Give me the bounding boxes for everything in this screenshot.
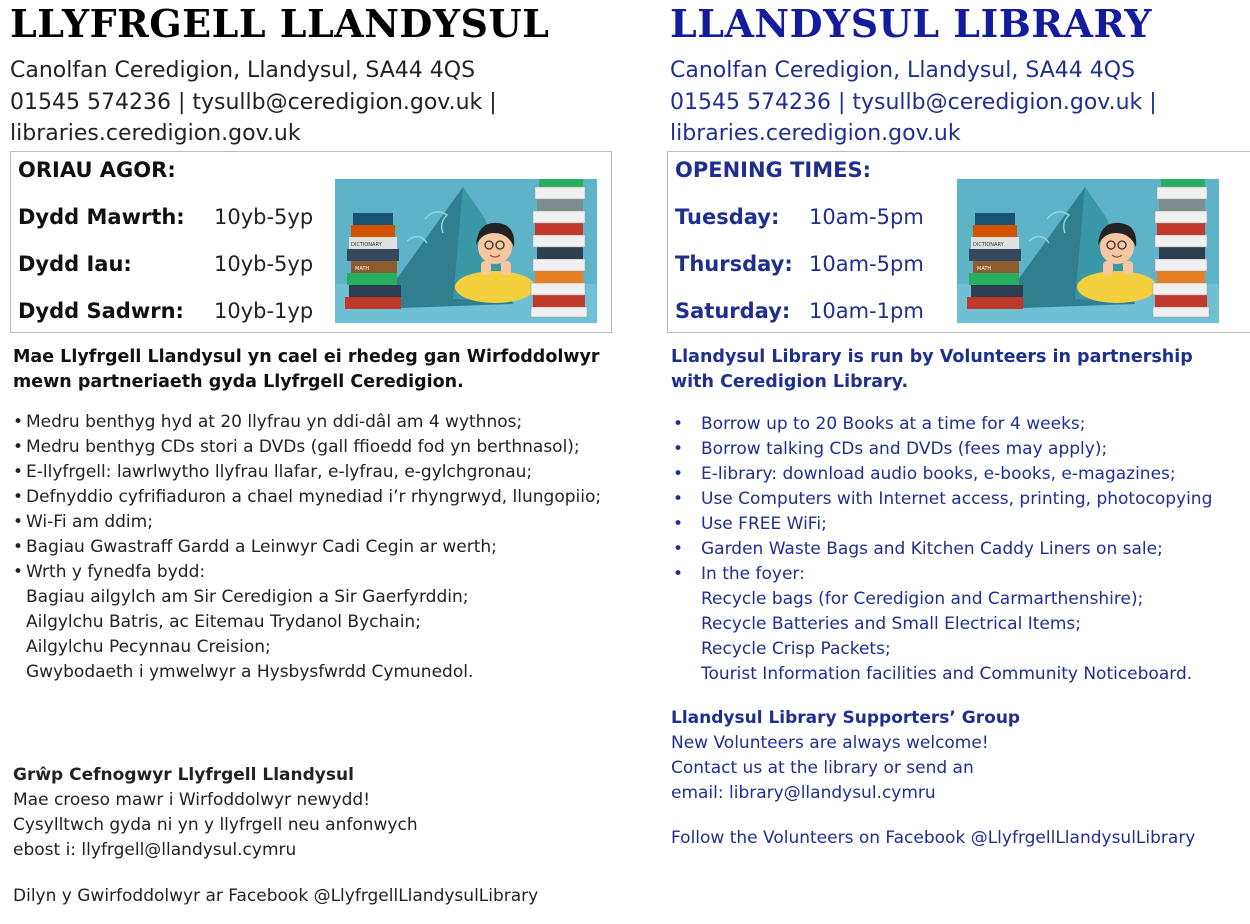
welsh-title: LLYFRGELL LLANDYSUL — [10, 1, 550, 46]
day-label: Dydd Iau: — [18, 252, 132, 276]
day-label: Dydd Mawrth: — [18, 205, 185, 229]
english-facebook-note: Follow the Volunteers on Facebook @LlyfrgellLlandysulLibrary — [671, 828, 1196, 848]
foyer-item: Bagiau ailgylch am Sir Ceredigion a Sir Gaerfyrddin; — [26, 587, 469, 607]
english-address: Canolfan Ceredigion, Llandysul, SA44 4QS — [670, 58, 1136, 83]
list-item: • Garden Waste Bags and Kitchen Caddy Liners on sale; — [671, 537, 1250, 562]
bullet-icon: • — [13, 412, 24, 432]
bullet-icon: • — [673, 414, 684, 434]
group-line: Mae croeso mawr i Wirfoddolwyr newydd! — [13, 790, 371, 810]
list-item: • Use FREE WiFi; — [671, 512, 1250, 537]
list-item: • Medru benthyg hyd at 20 llyfrau yn ddi-dâl am 4 wythnos; — [13, 410, 633, 435]
list-item: • Borrow talking CDs and DVDs (fees may apply); — [671, 437, 1250, 462]
welsh-services-list — [13, 410, 633, 685]
day-label: Saturday: — [675, 299, 791, 323]
bullet-icon: • — [673, 514, 684, 534]
reading-illustration — [335, 179, 597, 323]
day-label: Tuesday: — [675, 205, 780, 229]
bullet-icon: • — [13, 487, 24, 507]
foyer-item: Recycle Batteries and Small Electrical Items; — [701, 614, 1081, 634]
bullet-icon: • — [673, 464, 684, 484]
bullet-icon: • — [673, 539, 684, 559]
english-address-block — [670, 55, 1250, 150]
welsh-column — [10, 0, 650, 906]
welsh-hours-row — [18, 252, 313, 276]
welsh-address: Canolfan Ceredigion, Llandysul, SA44 4QS — [10, 58, 476, 83]
group-line: Cysylltwch gyda ni yn y llyfrgell neu anfonwych — [13, 815, 418, 835]
foyer-item: Recycle bags (for Ceredigion and Carmarthenshire); — [701, 589, 1144, 609]
welsh-hours-title: ORIAU AGOR: — [18, 158, 176, 182]
welsh-group-heading: Grŵp Cefnogwyr Llyfrgell Llandysul — [13, 765, 354, 785]
foyer-item: Ailgylchu Batris, ac Eitemau Trydanol Bychain; — [26, 612, 421, 632]
english-hours-box — [667, 151, 1250, 333]
foyer-sublist — [701, 587, 1250, 687]
list-item: • E-library: download audio books, e-books, e-magazines; — [671, 462, 1250, 487]
list-item: • Wrth y fynedfa bydd: Bagiau ailgylch am Sir Ceredigion a Sir Gaerfyrddin; Ailgylchu Batris, ac Eitemau Trydanol Bychain; Ailgylchu Pecynnau Creision; Gwybodaeth i ymwelwyr a Hysbysfwrdd Cymunedol. — [13, 560, 633, 685]
time-label: 10am-5pm — [809, 205, 924, 229]
welsh-hours-box — [10, 151, 612, 333]
welsh-supporters-group — [13, 763, 633, 863]
english-supporters-group — [671, 706, 1250, 806]
time-label: 10am-1pm — [809, 299, 924, 323]
english-hours-row — [675, 299, 924, 323]
bullet-icon: • — [13, 537, 24, 557]
english-website: libraries.ceredigion.gov.uk — [670, 121, 961, 146]
reading-illustration — [957, 179, 1219, 323]
list-item: • Medru benthyg CDs stori a DVDs (gall ffioedd fod yn berthnasol); — [13, 435, 633, 460]
english-hours-row — [675, 252, 924, 276]
group-line: email: library@llandysul.cymru — [671, 783, 936, 803]
english-title: LLANDYSUL LIBRARY — [670, 1, 1152, 46]
welsh-facebook-note: Dilyn y Gwirfoddolwyr ar Facebook @LlyfrgellLlandysulLibrary — [13, 886, 539, 906]
time-label: 10am-5pm — [809, 252, 924, 276]
list-item: • Defnyddio cyfrifiaduron a chael mynediad i’r rhyngrwyd, llungopiio; — [13, 485, 633, 510]
foyer-item: Recycle Crisp Packets; — [701, 639, 891, 659]
welsh-hours-row — [18, 205, 313, 229]
welsh-hours-row — [18, 299, 313, 323]
group-line: Contact us at the library or send an — [671, 758, 974, 778]
group-line: New Volunteers are always welcome! — [671, 733, 989, 753]
group-line: ebost i: llyfrgell@llandysul.cymru — [13, 840, 297, 860]
list-item: • E-llyfrgell: lawrlwytho llyfrau llafar, e-lyfrau, e-gylchgronau; — [13, 460, 633, 485]
bullet-icon: • — [13, 462, 24, 482]
foyer-item: Ailgylchu Pecynnau Creision; — [26, 637, 271, 657]
bullet-icon: • — [673, 564, 684, 584]
bullet-icon: • — [13, 562, 24, 582]
list-item: • Bagiau Gwastraff Gardd a Leinwyr Cadi Cegin ar werth; — [13, 535, 633, 560]
english-column — [670, 0, 1250, 848]
list-item: • Borrow up to 20 Books at a time for 4 weeks; — [671, 412, 1250, 437]
svg-text:MATH: MATH — [355, 266, 370, 272]
english-hours-row — [675, 205, 924, 229]
time-label: 10yb-5yp — [214, 205, 314, 229]
list-item: • In the foyer: Recycle bags (for Ceredigion and Carmarthenshire); Recycle Batteries and Small Electrical Items; Recycle Crisp Packets; Tourist Information facilities and Community Noticeboard. — [671, 562, 1250, 687]
english-hours-title: OPENING TIMES: — [675, 158, 872, 182]
welsh-intro: Mae Llyfrgell Llandysul yn cael ei rhedeg gan Wirfoddolwyr mewn partneriaeth gyda Llyfrgell Ceredigion. — [13, 347, 600, 392]
bullet-icon: • — [13, 512, 24, 532]
svg-text:DICTIONARY: DICTIONARY — [973, 242, 1004, 248]
day-label: Thursday: — [675, 252, 793, 276]
list-item: • Use Computers with Internet access, printing, photocopying — [671, 487, 1250, 512]
english-group-heading: Llandysul Library Supporters’ Group — [671, 708, 1021, 728]
list-item: • Wi-Fi am ddim; — [13, 510, 633, 535]
bullet-icon: • — [673, 439, 684, 459]
time-label: 10yb-5yp — [214, 252, 314, 276]
welsh-website: libraries.ceredigion.gov.uk — [10, 121, 301, 146]
english-contact: 01545 574236 | tysullb@ceredigion.gov.uk | — [670, 89, 1157, 115]
foyer-item: Tourist Information facilities and Community Noticeboard. — [701, 664, 1193, 684]
welsh-address-block — [10, 55, 650, 150]
time-label: 10yb-1yp — [214, 299, 314, 323]
svg-text:DICTIONARY: DICTIONARY — [351, 242, 382, 248]
day-label: Dydd Sadwrn: — [18, 299, 184, 323]
english-intro: Llandysul Library is run by Volunteers in partnership with Ceredigion Library. — [671, 347, 1193, 392]
svg-text:MATH: MATH — [977, 266, 992, 272]
bullet-icon: • — [673, 489, 684, 509]
foyer-item: Gwybodaeth i ymwelwyr a Hysbysfwrdd Cymunedol. — [26, 662, 474, 682]
welsh-contact: 01545 574236 | tysullb@ceredigion.gov.uk | — [10, 89, 497, 115]
foyer-sublist — [26, 585, 633, 685]
english-services-list — [671, 412, 1250, 687]
bullet-icon: • — [13, 437, 24, 457]
